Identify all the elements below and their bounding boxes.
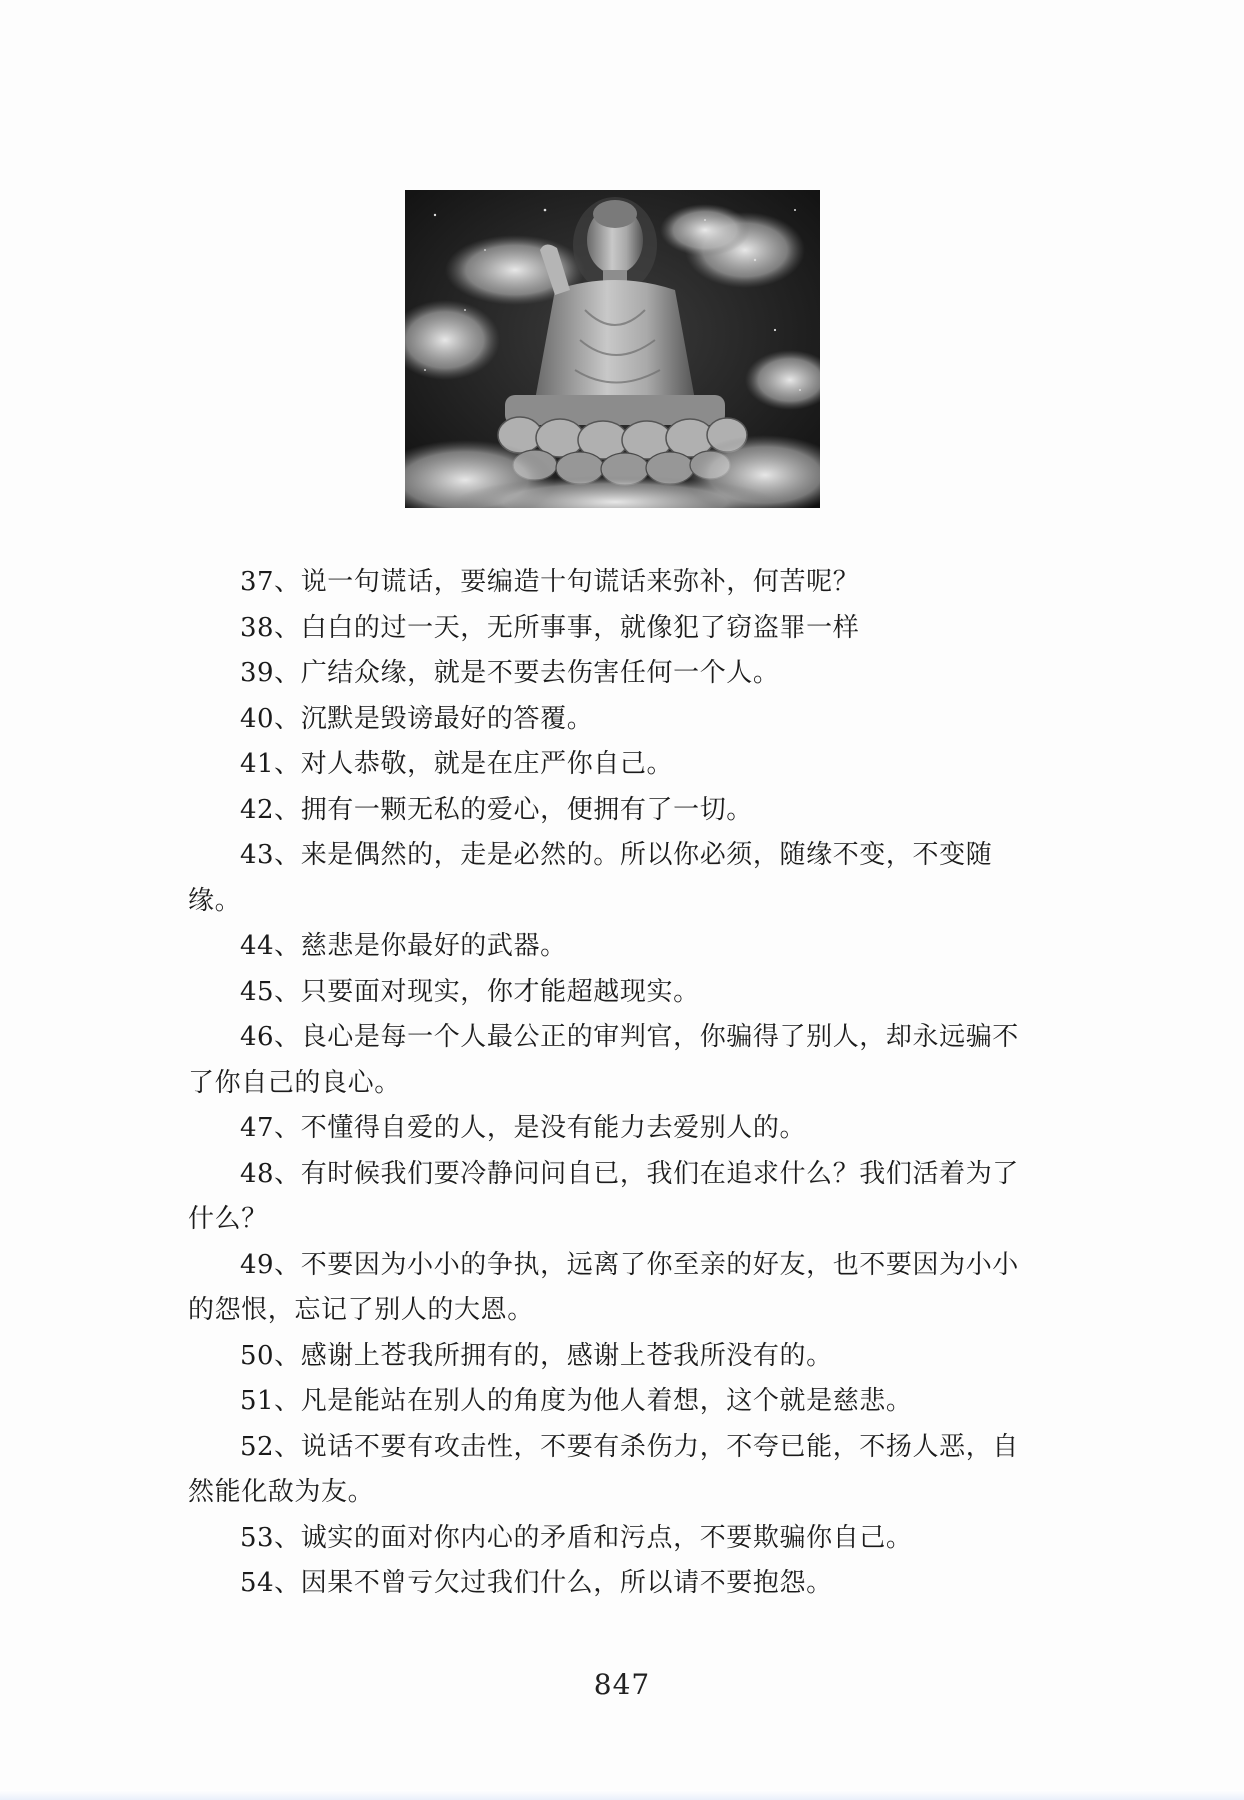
quote-list (188, 560, 1038, 1607)
buddha-statue-image (405, 190, 820, 508)
list-item: 45、只要面对现实，你才能超越现实。 (240, 976, 700, 1007)
list-item: 37、说一句谎话，要编造十句谎话来弥补，何苦呢？ (240, 567, 860, 597)
list-item: 51、凡是能站在别人的角度为他人着想，这个就是慈悲。 (240, 1386, 913, 1416)
list-item: 41、对人恭敬，就是在庄严你自己。 (240, 749, 674, 779)
list-item: 50、感谢上苍我所拥有的，感谢上苍我所没有的。 (240, 1340, 833, 1371)
list-item: 52、说话不要有攻击性，不要有杀伤力，不夸已能，不扬人恶，自然能化敌为友。 (188, 1431, 1019, 1507)
page-number: 847 (593, 1668, 651, 1701)
list-item: 43、来是偶然的，走是必然的。所以你必须，随缘不变，不变随缘。 (188, 840, 993, 916)
list-item: 49、不要因为小小的争执，远离了你至亲的好友，也不要因为小小的怨恨，忘记了别人的大恩。 (188, 1249, 1019, 1325)
list-item: 53、诚实的面对你内心的矛盾和污点，不要欺骗你自己。 (240, 1522, 913, 1553)
list-item: 44、慈悲是你最好的武器。 (240, 931, 567, 961)
page-bottom-edge (0, 1790, 1244, 1800)
list-item: 54、因果不曾亏欠过我们什么，所以请不要抱怨。 (240, 1568, 833, 1598)
list-item: 40、沉默是毁谤最好的答覆。 (240, 703, 594, 734)
list-item: 38、白白的过一天，无所事事，就像犯了窃盗罪一样 (240, 612, 860, 643)
list-item: 39、广结众缘，就是不要去伤害任何一个人。 (240, 658, 780, 688)
list-item: 42、拥有一颗无私的爱心，便拥有了一切。 (240, 794, 753, 825)
list-item: 47、不懂得自爱的人，是没有能力去爱别人的。 (240, 1113, 807, 1143)
list-item: 48、有时候我们要冷静问问自已，我们在追求什么？我们活着为了什么？ (188, 1158, 1019, 1234)
list-item: 46、良心是每一个人最公正的审判官，你骗得了别人，却永远骗不了你自己的良心。 (188, 1022, 1019, 1098)
